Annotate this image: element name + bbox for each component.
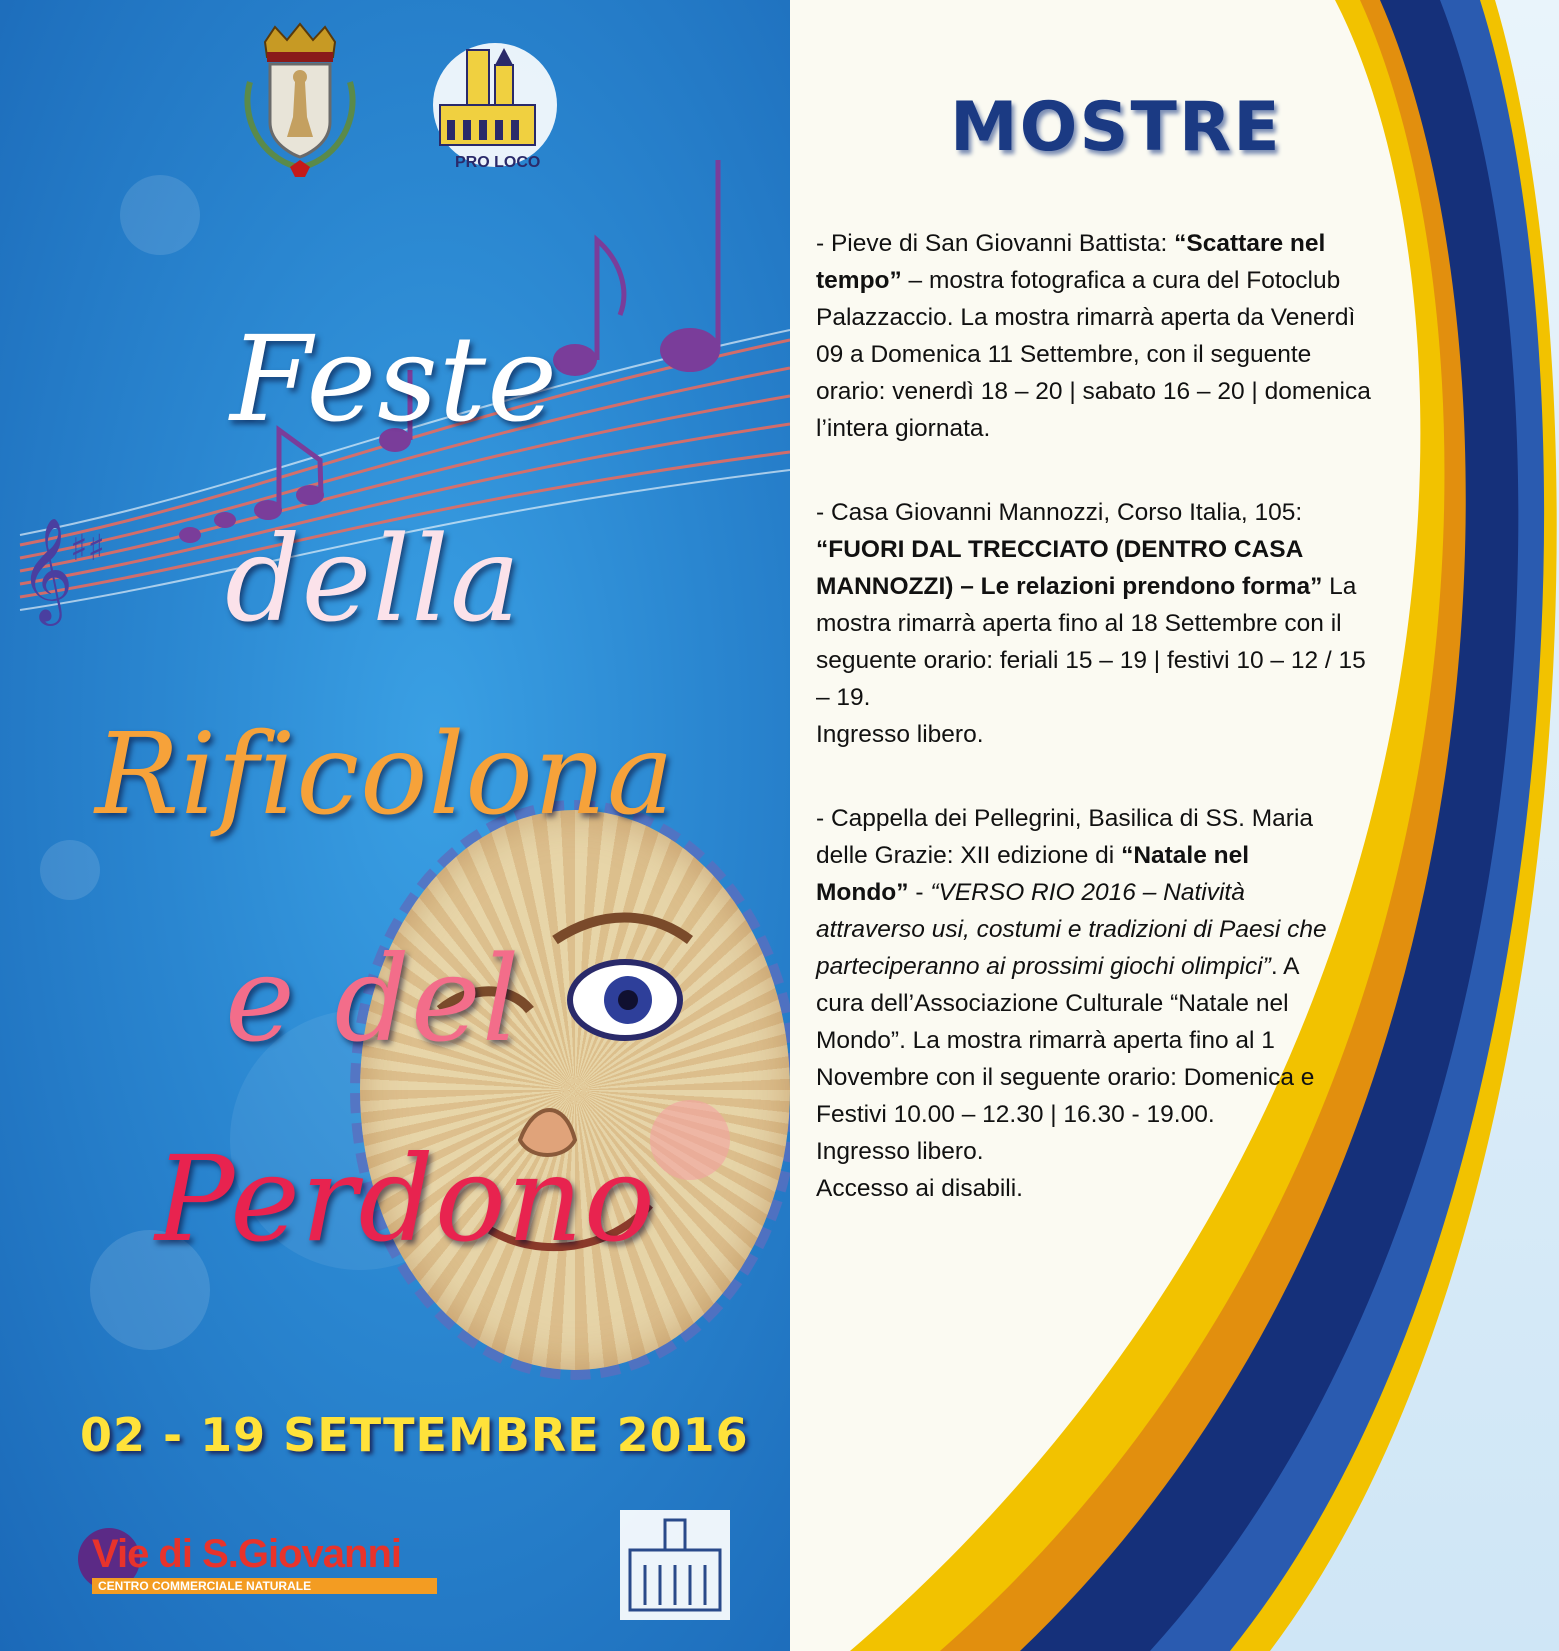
title-word-e-del: e del <box>225 930 521 1068</box>
exhibition-entry <box>816 494 1376 753</box>
title-word-rificolona: Rificolona <box>95 710 675 840</box>
shop-district-logo <box>78 1528 438 1598</box>
title-word-della: della <box>225 510 522 648</box>
svg-text:♯♯: ♯♯ <box>70 528 105 569</box>
entry-details: La mostra rimarrà aperta fino al 18 Settembre con il seguente orario: feriali 15 – 19 | festivi 10 – 12 / 15 – 19. <box>816 573 1366 711</box>
entry-note: Ingresso libero. <box>816 721 984 748</box>
lantern-face-graphic <box>360 810 790 1370</box>
section-heading: MOSTRE <box>950 88 1282 167</box>
entry-location: - Pieve di San Giovanni Battista: <box>816 230 1175 257</box>
town-hall-logo <box>620 1510 730 1620</box>
entry-details: – mostra fotografica a cura del Fotoclub Palazzaccio. La mostra rimarrà aperta da Venerdì 09 a Domenica 11 Settembre, con il seguente orario: venerdì 18 – 20 | sabato 16 – 20 | domenica l’intera giornata. <box>816 267 1371 442</box>
entry-location: - Casa Giovanni Mannozzi, Corso Italia, 105: <box>816 499 1303 526</box>
entry-note-accessibility: Accesso ai disabili. <box>816 1175 1023 1202</box>
treble-clef-icon: 𝄞 <box>20 517 74 622</box>
proloco-logo <box>425 20 560 185</box>
decor-bubble <box>40 840 100 900</box>
shop-logo-tagline: CENTRO COMMERCIALE NATURALE <box>92 1578 437 1594</box>
entry-title: “Scattare nel tempo” <box>816 230 1326 294</box>
entry-title: “Natale nel Mondo” <box>816 842 1250 906</box>
exhibition-entry <box>816 225 1376 447</box>
entry-title: “FUORI DAL TRECCIATO (DENTRO CASA MANNOZZI) – Le relazioni prendono forma” <box>816 536 1323 600</box>
municipal-crest-logo <box>235 22 365 182</box>
event-dates: 02 - 19 SETTEMBRE 2016 <box>80 1408 749 1462</box>
shop-logo-name: Vie di S.Giovanni <box>92 1532 402 1576</box>
exhibitions-panel <box>790 0 1559 1651</box>
entry-note: Ingresso libero. <box>816 1138 984 1165</box>
entry-details: . A cura dell’Associazione Culturale “Natale nel Mondo”. La mostra rimarrà aperta fino al 1 Novembre con il seguente orario: Domenica e Festivi 10.00 – 12.30 | 16.30 - 19.00. <box>816 953 1315 1128</box>
title-word-feste: Feste <box>230 310 559 448</box>
entry-subtitle: “VERSO RIO 2016 – Natività attraverso usi, costumi e tradizioni di Paesi che parteciperanno ai prossimi giochi olimpici” <box>816 879 1327 980</box>
exhibition-entry <box>816 800 1346 1207</box>
entry-separator: - <box>908 879 931 906</box>
title-word-perdono: Perdono <box>155 1130 656 1268</box>
svg-text:PRO LOCO: PRO LOCO <box>455 154 541 171</box>
entry-location: - Cappella dei Pellegrini, Basilica di SS. Maria delle Grazie: XII edizione di <box>816 805 1314 869</box>
